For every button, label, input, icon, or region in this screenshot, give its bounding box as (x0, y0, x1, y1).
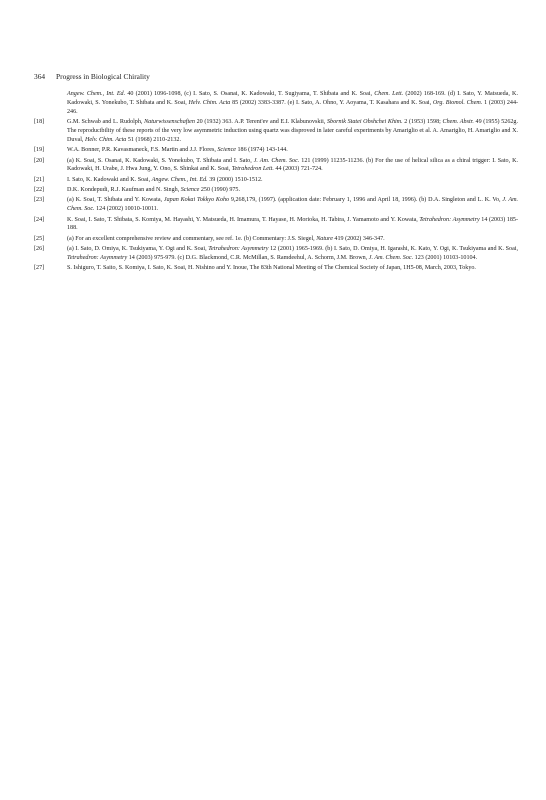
reference-source-italic: J. Am. Chem. Soc. (67, 197, 518, 213)
reference-item (34, 90, 518, 117)
reference-source-italic: J. Am. Chem. Soc. (368, 254, 414, 261)
reference-text-segment: (2002) 168-169. (d) I. Sato, Y. Matsueda, K. Kadowaki, S. Yonekubo, T. Shibata and K. Soai, (67, 91, 518, 106)
reference-list (34, 90, 518, 275)
reference-number: [20] (34, 157, 45, 164)
reference-text-segment: 44 (2003) 721-724. (273, 166, 323, 173)
reference-source-italic: Helv. Chim. Acta (84, 136, 127, 143)
page-number: 364 (34, 72, 46, 81)
reference-number: [19] (34, 147, 45, 154)
reference-source-italic: J. Am. Chem. Soc. (253, 157, 300, 164)
reference-text-segment: G.M. Schwab and L. Rudolph, (67, 119, 145, 126)
reference-source-italic: Science (217, 147, 236, 154)
reference-text-segment: 250 (1990) 975. (199, 187, 240, 194)
reference-text-segment: 186 (1974) 143-144. (235, 147, 288, 154)
reference-text-segment: 124 (2002) 10010-10011. (94, 206, 159, 213)
reference-source-italic: Japan Kokai Tokkyo Koho (163, 197, 230, 204)
reference-text-segment: (a) K. Soai, S. Osanai, K. Kadowaki, S. Yonekubo, T. Shibata and I. Sato, (67, 157, 254, 164)
reference-source-italic: Tetrahedron: Asymmetry (208, 246, 269, 253)
reference-source-italic: Naturwissenschaften (144, 119, 195, 126)
reference-text-segment: 9,268,179, (1997). (application date: February 1, 1996 and April 18, 1996). (b) D.A. Singleton and L. K. Vo, (229, 197, 503, 204)
reference-text (67, 196, 518, 214)
reference-text (67, 176, 518, 185)
reference-item (34, 235, 518, 244)
page-header (34, 72, 150, 82)
reference-text (67, 146, 518, 155)
reference-item (34, 118, 518, 145)
reference-number: [26] (34, 246, 45, 253)
reference-source-italic: Tetrahedron: Asymmetry (67, 254, 128, 261)
reference-source-italic: Angew. Chem., Int. Ed. (67, 91, 126, 97)
reference-text-segment: (a) For an excellent comprehensive review and commentary, see ref. 1e. (b) Commentary: J.S. Siegel, (67, 235, 317, 242)
reference-text-segment: D.K. Kondepudi, R.J. Kaufman and N. Singh, (67, 187, 181, 194)
reference-source-italic: Org. Biomol. Chem. (432, 99, 483, 106)
reference-item (34, 157, 518, 175)
reference-source-italic: Angew. Chem., Int. Ed. (151, 176, 208, 183)
running-title: Progress in Biological Chirality (56, 72, 150, 81)
reference-source-italic: Chem. Lett. (374, 91, 404, 97)
reference-text (67, 186, 518, 195)
reference-number: [25] (34, 235, 45, 242)
reference-text-segment: 14 (2003) 185-188. (67, 216, 518, 232)
reference-text-segment: 123 (2001) 10103-10104. (413, 254, 478, 261)
reference-text-segment: K. Soai, I. Sato, T. Shibata, S. Komiya, M. Hayashi, Y. Matsueda, H. Imamura, T. Hayase, H. Morioka, H. Tabira, J. Yamamoto and Y. Kowata, (67, 216, 420, 223)
reference-text-segment: 51 (1968) 2110-2132. (126, 136, 181, 143)
reference-text-segment: (a) K. Soai, T. Shibata and Y. Kowata, (67, 197, 164, 204)
reference-number: [24] (34, 216, 45, 223)
reference-text-segment: 121 (1999) 11235-11236. (b) For the use of helical silica as a chiral trigger: I. Sato, K. Kadowaki, H. Urabe, J. Hwa Jung, Y. Ono, S. Shinkai and K. Soai, (67, 157, 518, 173)
reference-text-segment: 2 (1953) 1598; (402, 119, 443, 126)
reference-text (67, 216, 518, 234)
reference-text (67, 118, 518, 145)
reference-source-italic: Nature (316, 235, 333, 242)
reference-text-segment: W.A. Bonner, P.R. Kavasmaneck, F.S. Martin and J.J. Flores, (67, 147, 218, 154)
reference-text-segment: S. Ishiguro, T. Saito, S. Komiya, I. Sato, K. Soai, H. Nishino and Y. Inoue, The 83th National Meeting of The Chemical Society of Japan, 1H5-08, March, 2003, Tokyo. (67, 265, 476, 272)
reference-number: [18] (34, 119, 45, 126)
reference-text (67, 235, 518, 244)
reference-source-italic: Science (180, 187, 200, 194)
reference-number: [27] (34, 265, 45, 272)
reference-text (67, 157, 518, 175)
reference-number: [23] (34, 197, 45, 204)
reference-item (34, 216, 518, 234)
reference-text (67, 264, 518, 273)
reference-text-segment: 12 (2001) 1965-1969. (b) I. Sato, D. Omiya, H. Igarashi, K. Kato, Y. Ogi, K. Tsukiyama and K. Soai, (268, 246, 519, 253)
reference-number: [21] (34, 176, 45, 183)
reference-item (34, 186, 518, 195)
reference-text-segment: 40 (2001) 1096-1098, (c) I. Sato, S. Osanai, K. Kadowaki, T. Sugiyama, T. Shibata and K. Soai, (125, 91, 375, 97)
reference-text-segment: (a) I. Sato, D. Omiya, K. Tsukiyama, Y. Ogi and K. Soai, (67, 246, 209, 253)
reference-source-italic: Sbornik Statei Obshchei Khim. (327, 119, 403, 126)
reference-source-italic: Chem. Abstr. (442, 119, 474, 126)
reference-item (34, 176, 518, 185)
reference-item (34, 245, 518, 263)
reference-text (67, 90, 518, 117)
reference-text-segment: 419 (2002) 346-347. (332, 235, 385, 242)
reference-text-segment: 14 (2003) 975-979. (c) D.G. Blackmond, C.R. McMillan, S. Ramdeehul, A. Schorm, J.M. Brown, (127, 254, 369, 261)
reference-source-italic: Tetrahedron: Asymmetry (419, 216, 480, 223)
reference-item (34, 146, 518, 155)
reference-text-segment: 20 (1932) 363. A.P. Terent'ev and E.I. Klabunovskii, (194, 119, 327, 126)
reference-item (34, 196, 518, 214)
reference-source-italic: Helv. Chim. Acta (188, 99, 231, 106)
reference-text-segment: 49 (1955) 5262g. The reproducibility of these reports of the very low asymmetric induction using quartz was disproved in later careful experiments by Amariglio et al. A. Amariglio, H. Amariglio and X. Duval, (67, 119, 518, 143)
reference-item (34, 264, 518, 273)
reference-text-segment: 39 (2000) 1510-1512. (207, 176, 263, 183)
reference-text-segment: 85 (2002) 3383-3387. (e) I. Sato, A. Ohno, Y. Aoyama, T. Kasahara and K. Soai, (230, 99, 433, 106)
reference-text-segment: I. Sato, K. Kadowaki and K. Soai, (67, 176, 152, 183)
reference-text-segment: 1 (2003) 244-246. (67, 99, 519, 115)
reference-number: [22] (34, 187, 45, 194)
reference-source-italic: Tetrahedron Lett. (231, 166, 274, 173)
reference-text (67, 245, 518, 263)
